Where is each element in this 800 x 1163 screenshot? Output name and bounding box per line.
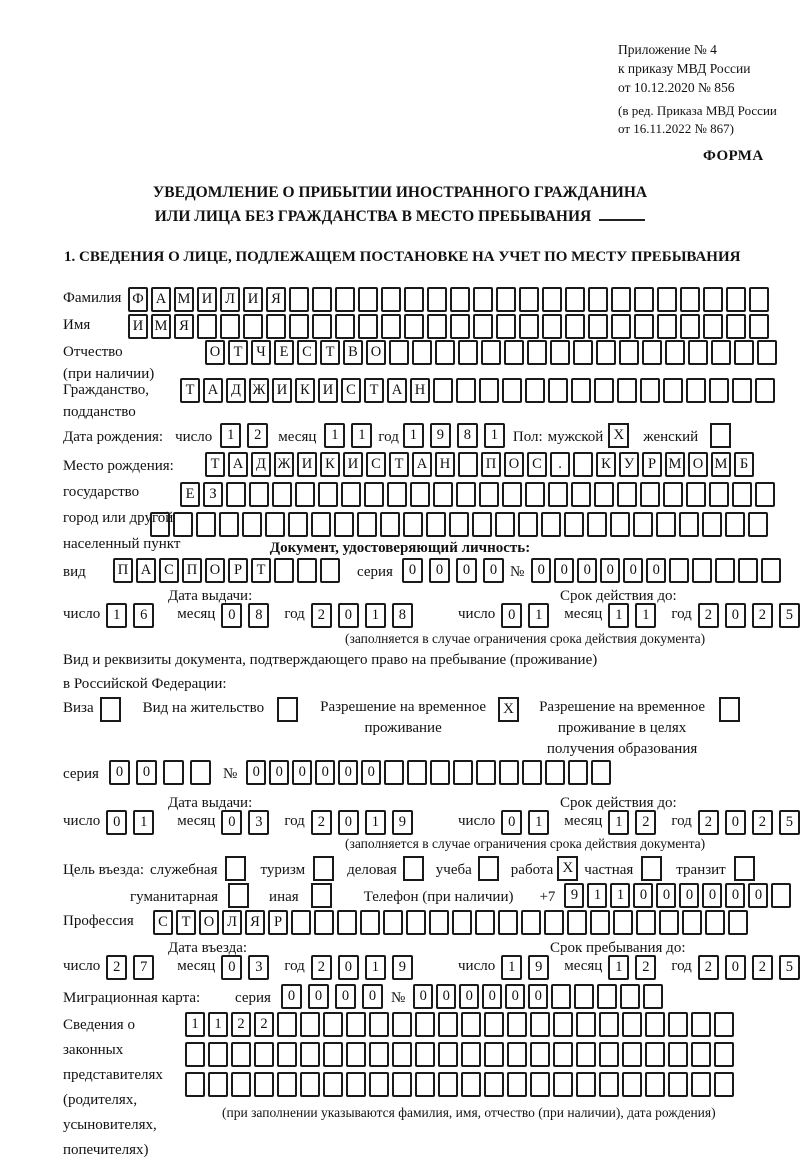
migration-card-row	[63, 984, 666, 1009]
stay-until-title: Срок пребывания до:	[550, 940, 686, 956]
residence-valid-note: (заполняется в случае ограничения срока действия документа)	[345, 836, 706, 851]
entry-date-title: Дата въезда:	[168, 940, 248, 956]
purpose-checkbox-business[interactable]	[403, 856, 424, 881]
female-checkbox[interactable]	[710, 423, 731, 448]
identity-doc-row	[63, 558, 784, 583]
doc-number-cells[interactable]: 0 0 0 0 0 0	[531, 558, 784, 583]
title-line-1: УВЕДОМЛЕНИЕ О ПРИБЫТИИ ИНОСТРАННОГО ГРАЖДАНИНА	[152, 184, 648, 201]
purpose-row-2	[130, 883, 794, 908]
purpose-label: Цель въезда:	[63, 861, 144, 878]
profession-label: Профессия	[63, 913, 134, 929]
purpose-checkbox-private[interactable]	[641, 856, 662, 881]
entry-date-fields	[63, 955, 428, 980]
profession-row	[63, 910, 751, 935]
year-label: год	[284, 606, 305, 622]
residence-issue-day[interactable]: 0 1	[106, 810, 160, 835]
annex-block	[618, 40, 777, 138]
purpose-item-label: служебная	[149, 861, 218, 878]
series-label: серия	[357, 563, 393, 580]
doc-series-cells[interactable]: 0 0 0 0	[402, 558, 510, 583]
birthplace-label: Место рождения: государство город или другой населенный пункт	[63, 453, 180, 557]
profession-cells[interactable]: С Т О Л Я Р	[153, 910, 751, 935]
day-label: число	[458, 813, 496, 829]
month-label: месяц	[564, 813, 603, 829]
surname-label: Фамилия	[63, 290, 122, 306]
number-label: №	[509, 563, 525, 580]
purpose-item-label: работа	[510, 861, 554, 878]
patronymic-cells[interactable]: О Т Ч Е С Т В О	[205, 340, 780, 365]
annex-line: Приложение № 4	[618, 42, 717, 57]
residence-options-row	[63, 697, 740, 760]
representatives-cells-row2[interactable]	[185, 1042, 737, 1067]
doc-issue-fields	[63, 603, 428, 628]
amend-line: (в ред. Приказа МВД России	[618, 103, 777, 118]
phone-cells[interactable]: 9 1 1 0 0 0 0 0 0	[564, 883, 794, 908]
residence-issue-month[interactable]: 0 3	[221, 810, 275, 835]
temp-permit-label: Разрешение на временное проживание	[320, 699, 487, 736]
surname-cells[interactable]: Ф А М И Л И Я	[128, 287, 772, 312]
stay-year[interactable]: 2 0 2 5	[698, 955, 800, 980]
year-label: год	[671, 958, 692, 974]
number-label: №	[222, 765, 238, 782]
purpose-row-1	[63, 856, 755, 881]
title-line-2: ИЛИ ЛИЦА БЕЗ ГРАЖДАНСТВА В МЕСТО ПРЕБЫВАНИЯ	[0, 205, 800, 229]
residence-valid-title: Срок действия до:	[560, 795, 677, 811]
doc-issue-title: Дата выдачи:	[168, 588, 253, 604]
day-label: число	[63, 606, 101, 622]
purpose-item-label: учеба	[435, 861, 472, 878]
title-blank-line[interactable]	[599, 205, 645, 221]
phone-prefix: +7	[539, 888, 556, 905]
purpose-checkbox-official[interactable]	[225, 856, 246, 881]
year-label: год	[284, 958, 305, 974]
form-label: ФОРМА	[703, 148, 764, 164]
name-cells[interactable]: И М Я	[128, 314, 772, 339]
patronymic-label: Отчество (при наличии)	[63, 341, 154, 385]
doc-type-cells[interactable]: П А С П О Р Т	[113, 558, 343, 583]
name-row	[63, 314, 772, 339]
month-label: месяц	[177, 958, 216, 974]
purpose-item-label: деловая	[347, 861, 397, 878]
day-label: число	[63, 813, 101, 829]
amend-line: от 16.11.2022 № 867)	[618, 121, 735, 136]
residence-issue-fields	[63, 810, 428, 835]
male-label: мужской	[547, 428, 604, 445]
doc-issue-day[interactable]: 1 6	[106, 603, 160, 628]
year-label: год	[671, 813, 692, 829]
entry-year[interactable]: 2 0 1 9	[311, 955, 419, 980]
representatives-cells-row1[interactable]: 1 1 2 2	[185, 1012, 737, 1037]
number-label: №	[390, 989, 406, 1006]
month-label: месяц	[177, 606, 216, 622]
birthplace-sub2: город или другой	[63, 510, 174, 526]
purpose-checkbox-humanitarian[interactable]	[228, 883, 249, 908]
doc-valid-fields	[458, 603, 800, 628]
residence-number-cells[interactable]: 0 0 0 0 0 0	[246, 760, 614, 785]
purpose-item-label: транзит	[676, 861, 726, 878]
birthdate-row	[63, 423, 731, 448]
purpose-item-label: гуманитарная	[130, 888, 219, 905]
doc-valid-note: (заполняется в случае ограничения срока действия документа)	[345, 631, 706, 646]
visa-label: Виза	[63, 700, 94, 716]
stay-day[interactable]: 1 9	[501, 955, 555, 980]
citizenship-cells[interactable]: Т А Д Ж И К И С Т А Н	[180, 378, 778, 403]
purpose-checkbox-other[interactable]	[311, 883, 332, 908]
birthplace-sub1: государство	[63, 484, 140, 500]
day-label: число	[175, 428, 213, 445]
doc-valid-month[interactable]: 1 1	[608, 603, 662, 628]
female-label: женский	[643, 428, 699, 445]
annex-line: к приказу МВД России	[618, 61, 751, 76]
residence-valid-year[interactable]: 2 0 2 5	[698, 810, 800, 835]
doc-type-label: вид	[63, 563, 86, 580]
year-label: год	[378, 428, 399, 445]
doc-valid-year[interactable]: 2 0 2 5	[698, 603, 800, 628]
mc-series-cells[interactable]: 0 0 0 0	[281, 984, 389, 1009]
stay-month[interactable]: 1 2	[608, 955, 662, 980]
month-label: месяц	[278, 428, 317, 445]
birth-day-cells[interactable]: 1 2	[220, 423, 274, 448]
series-label: серия	[63, 765, 99, 782]
birthplace-cells-row3[interactable]	[150, 512, 771, 537]
purpose-item-label: туризм	[260, 861, 306, 878]
permit-label: Вид на жительство	[142, 700, 265, 716]
doc-valid-day[interactable]: 0 1	[501, 603, 555, 628]
doc-valid-title: Срок действия до:	[560, 588, 677, 604]
phone-label: Телефон (при наличии)	[363, 888, 514, 905]
purpose-checkbox-study[interactable]	[478, 856, 499, 881]
year-label: год	[284, 813, 305, 829]
male-checkbox[interactable]: X	[608, 423, 629, 448]
day-label: число	[63, 958, 101, 974]
residence-valid-fields	[458, 810, 800, 835]
birth-month-cells[interactable]: 1 1	[324, 423, 378, 448]
migration-card-label: Миграционная карта:	[63, 989, 201, 1006]
month-label: месяц	[177, 813, 216, 829]
residence-series-row	[63, 760, 614, 785]
residence-intro1: Вид и реквизиты документа, подтверждающего право на пребывание (проживание)	[63, 652, 598, 668]
day-label: число	[458, 606, 496, 622]
edu-permit-checkbox[interactable]	[719, 697, 740, 722]
birthplace-cells-row1[interactable]: Т А Д Ж И К И С Т А Н П О С . К У Р М О М Б	[205, 452, 757, 477]
sex-label: Пол:	[512, 428, 543, 445]
edu-permit-label: Разрешение на временное проживание в целях получения образования	[539, 699, 706, 757]
birthplace-sub3: населенный пункт	[63, 536, 181, 552]
patronymic-note: (при наличии)	[63, 366, 155, 382]
residence-series-cells[interactable]: 0 0	[109, 760, 217, 785]
annex-line: от 10.12.2020 № 856	[618, 80, 735, 95]
day-label: число	[458, 958, 496, 974]
residence-valid-day[interactable]: 0 1	[501, 810, 555, 835]
page-title	[0, 181, 800, 229]
surname-row	[63, 287, 772, 312]
mc-number-cells[interactable]: 0 0 0 0 0 0	[413, 984, 666, 1009]
identity-doc-heading: Документ, удостоверяющий личность:	[269, 540, 531, 556]
residence-intro2: в Российской Федерации:	[63, 676, 227, 692]
birth-year-cells[interactable]: 1 9 8 1	[403, 423, 511, 448]
section1-heading: 1. СВЕДЕНИЯ О ЛИЦЕ, ПОДЛЕЖАЩЕМ ПОСТАНОВКЕ НА УЧЕТ ПО МЕСТУ ПРЕБЫВАНИЯ	[64, 249, 741, 265]
residence-issue-title: Дата выдачи:	[168, 795, 253, 811]
residence-valid-month[interactable]: 1 2	[608, 810, 662, 835]
entry-day[interactable]: 2 7	[106, 955, 160, 980]
representatives-note: (при заполнении указываются фамилия, имя, отчество (при наличии), дата рождения)	[222, 1105, 716, 1120]
purpose-item-label: частная	[584, 861, 634, 878]
purpose-item-label: иная	[269, 888, 299, 905]
birthplace-cells-row2[interactable]: Е З	[180, 482, 778, 507]
month-label: месяц	[564, 606, 603, 622]
purpose-checkbox-transit[interactable]	[734, 856, 755, 881]
visa-checkbox[interactable]	[100, 697, 121, 722]
year-label: год	[671, 606, 692, 622]
series-label: серия	[235, 989, 271, 1006]
entry-month[interactable]: 0 3	[221, 955, 275, 980]
citizenship-label: Гражданство, подданство	[63, 382, 150, 420]
permit-checkbox[interactable]	[277, 697, 298, 722]
temp-permit-checkbox[interactable]: X	[498, 697, 519, 722]
doc-issue-year[interactable]: 2 0 1 8	[311, 603, 419, 628]
name-label: Имя	[63, 317, 91, 333]
purpose-checkbox-work[interactable]: X	[557, 856, 578, 881]
purpose-checkbox-tourism[interactable]	[313, 856, 334, 881]
representatives-cells-row3[interactable]	[185, 1072, 737, 1097]
doc-issue-month[interactable]: 0 8	[221, 603, 275, 628]
birthdate-label: Дата рождения:	[63, 428, 164, 445]
month-label: месяц	[564, 958, 603, 974]
stay-until-fields	[458, 955, 800, 980]
representatives-label: Сведения о законных представителях (родителях, усыновителях, попечителях)	[63, 1017, 163, 1158]
residence-issue-year[interactable]: 2 0 1 9	[311, 810, 419, 835]
